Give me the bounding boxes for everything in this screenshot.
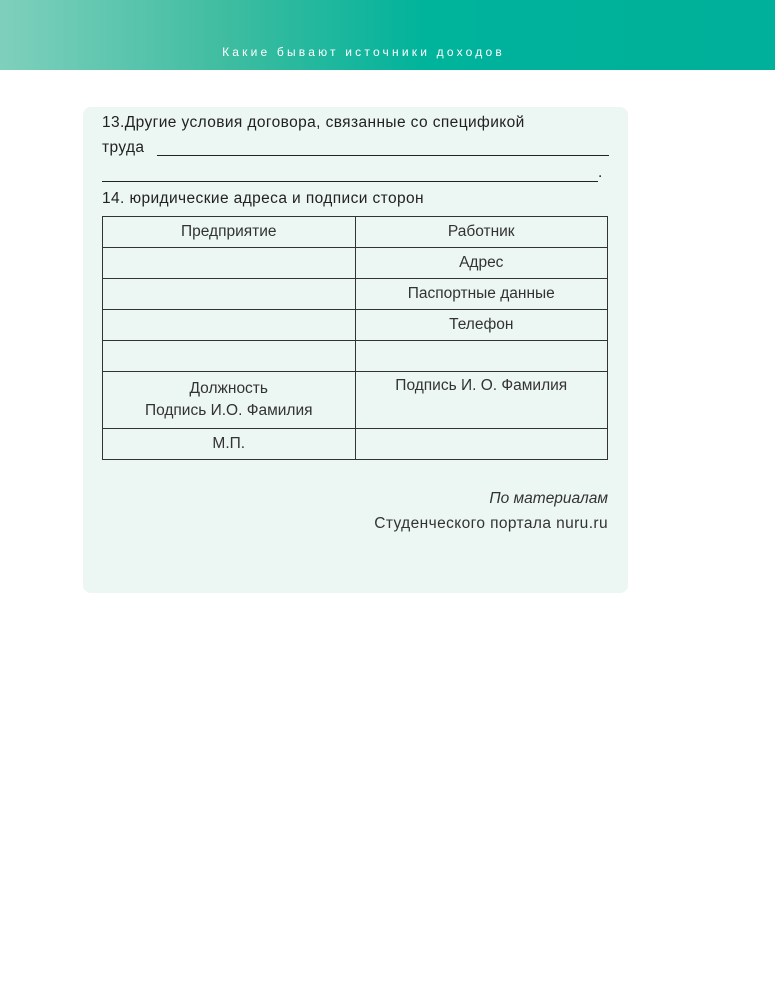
fill-in-line-2 <box>102 181 598 182</box>
table-row <box>103 341 608 372</box>
enterprise-phone-cell <box>103 310 356 341</box>
employee-phone-cell: Телефон <box>355 310 608 341</box>
signatures-table <box>102 216 608 460</box>
signature-row <box>103 372 608 429</box>
clause-13-continuation: труда <box>102 139 145 156</box>
source-attribution: Студенческого портала nuru.ru <box>374 515 608 532</box>
stamp-cell: М.П. <box>103 429 356 460</box>
employee-signature-cell: Подпись И. О. Фамилия <box>355 372 608 429</box>
position-label: Должность <box>189 380 268 397</box>
clause-13-text: 13.Другие условия договора, связанные со спецификой <box>102 114 525 131</box>
column-header-enterprise: Предприятие <box>103 217 356 248</box>
table-row <box>103 279 608 310</box>
source-attribution-italic: По материалам <box>489 490 608 507</box>
stamp-row <box>103 429 608 460</box>
chapter-title: Какие бывают источники доходов <box>222 45 505 59</box>
employee-blank-cell <box>355 341 608 372</box>
enterprise-blank-cell <box>103 341 356 372</box>
fill-in-line-1 <box>157 155 609 156</box>
employee-address-cell: Адрес <box>355 248 608 279</box>
table-row <box>103 248 608 279</box>
clause-14-text: 14. юридические адреса и подписи сторон <box>102 190 424 207</box>
enterprise-signature-cell <box>103 372 356 429</box>
enterprise-passport-cell <box>103 279 356 310</box>
column-header-employee: Работник <box>355 217 608 248</box>
stamp-blank-cell <box>355 429 608 460</box>
employee-passport-cell: Паспортные данные <box>355 279 608 310</box>
clause-13-period: . <box>598 164 603 181</box>
enterprise-address-cell <box>103 248 356 279</box>
table-header-row <box>103 217 608 248</box>
enterprise-signature-label: Подпись И.О. Фамилия <box>144 402 313 419</box>
header-band <box>0 0 775 70</box>
table-row <box>103 310 608 341</box>
